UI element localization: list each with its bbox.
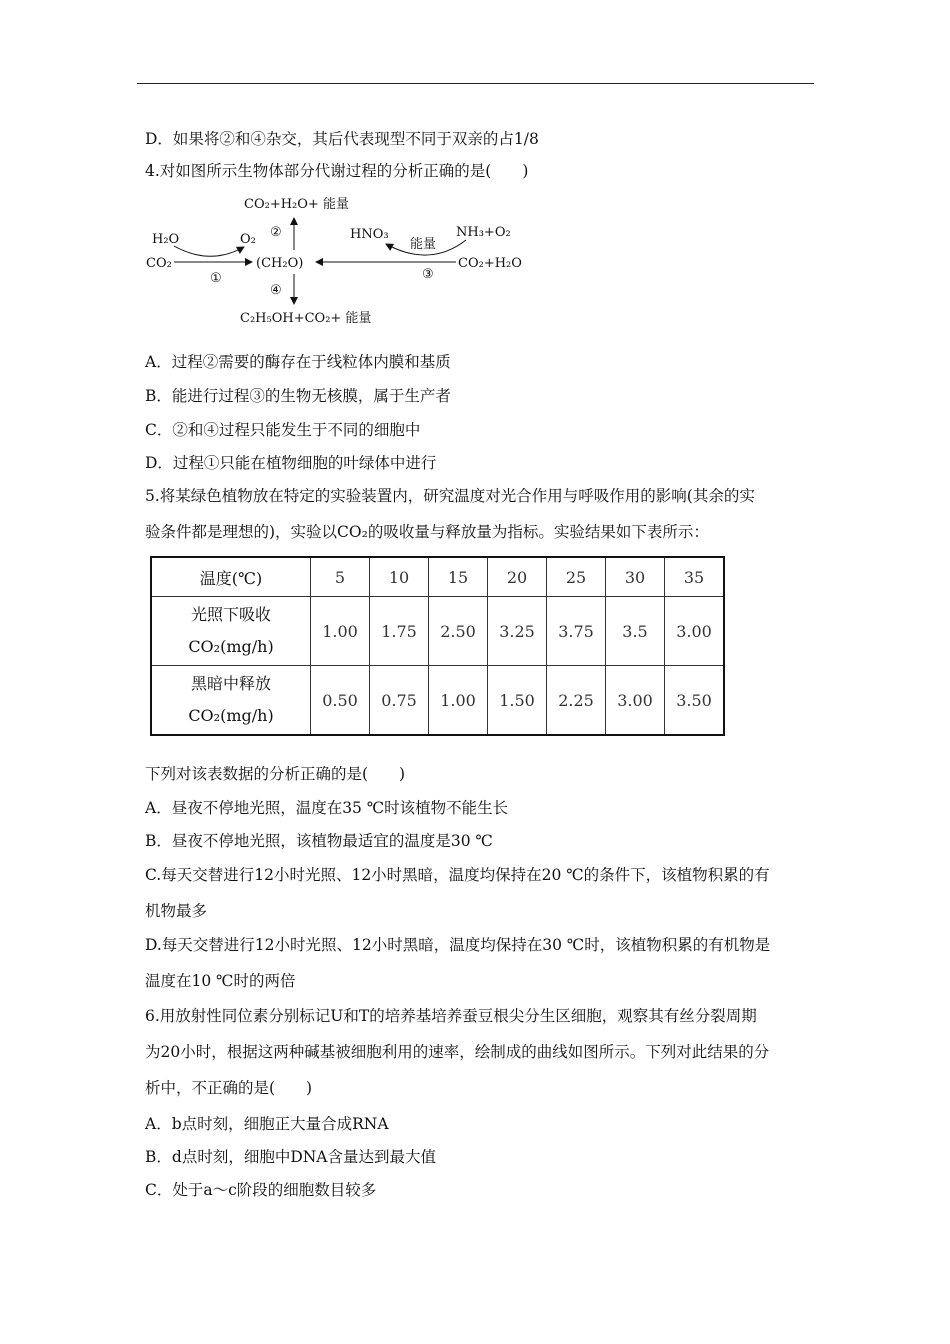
question-6-stem-line-1: 6.用放射性同位素分别标记U和T的培养基培养蚕豆根尖分生区细胞，观察其有丝分裂周期 — [145, 1007, 757, 1025]
question-4-option-b: B．能进行过程③的生物无核膜，属于生产者 — [145, 387, 451, 405]
temp-cell: 15 — [429, 557, 488, 597]
table-cell: 1.50 — [488, 666, 547, 736]
table-header-row — [151, 557, 724, 597]
question-5-question: 下列对该表数据的分析正确的是( ) — [145, 765, 406, 783]
question-5-option-a: A．昼夜不停地光照，温度在35 ℃时该植物不能生长 — [145, 799, 509, 817]
question-4-option-c: C．②和④过程只能发生于不同的细胞中 — [145, 421, 421, 439]
table-cell: 3.25 — [488, 597, 547, 666]
header-rule — [137, 83, 814, 84]
temp-cell: 30 — [606, 557, 665, 597]
question-6-option-c: C．处于a～c阶段的细胞数目较多 — [145, 1181, 377, 1199]
dark-release-label — [151, 666, 311, 736]
temp-cell: 25 — [547, 557, 606, 597]
metabolism-diagram — [140, 190, 540, 330]
question-5-option-d-line-1: D.每天交替进行12小时光照、12小时黑暗，温度均保持在30 ℃时，该植物积累的有机物是 — [145, 936, 771, 954]
table-cell: 2.50 — [429, 597, 488, 666]
light-absorption-label-line-1: 光照下吸收 — [190, 605, 271, 624]
table-cell: 1.75 — [370, 597, 429, 666]
temp-cell: 35 — [665, 557, 725, 597]
question-5-option-d-line-2: 温度在10 ℃时的两倍 — [145, 972, 296, 990]
table-cell: 3.00 — [665, 597, 725, 666]
hno3-label: HNO₃ — [350, 227, 389, 242]
temperature-header: 温度(℃) — [151, 557, 311, 597]
question-4-stem: 4.对如图所示生物体部分代谢过程的分析正确的是( ) — [145, 162, 529, 180]
co2-h2o-label: CO₂+H₂O — [458, 256, 522, 271]
question-6-option-b: B．d点时刻，细胞中DNA含量达到最大值 — [145, 1148, 436, 1166]
co2-data-table — [150, 556, 725, 736]
table-cell: 2.25 — [547, 666, 606, 736]
dark-release-row — [151, 666, 724, 736]
question-5-stem-line-1: 5.将某绿色植物放在特定的实验装置内，研究温度对光合作用与呼吸作用的影响(其余的实 — [145, 487, 755, 505]
question-4-option-a: A．过程②需要的酶存在于线粒体内膜和基质 — [145, 353, 451, 371]
process-1-label: ① — [210, 271, 222, 286]
question-5-option-c-line-2: 机物最多 — [145, 902, 208, 920]
ch2o-label: (CH₂O) — [256, 256, 304, 271]
question-3-option-d: D．如果将②和④杂交，其后代表现型不同于双亲的占1/8 — [145, 130, 539, 148]
temp-cell: 10 — [370, 557, 429, 597]
question-5-stem-line-2: 验条件都是理想的)，实验以CO₂的吸收量与释放量为指标。实验结果如下表所示： — [145, 523, 709, 541]
table-cell: 0.50 — [311, 666, 370, 736]
water-to-oxygen-arrow — [174, 246, 244, 256]
table-cell: 3.50 — [665, 666, 725, 736]
question-4-option-d: D．过程①只能在植物细胞的叶绿体中进行 — [145, 454, 437, 472]
temp-cell: 20 — [488, 557, 547, 597]
light-absorption-label-line-2: CO₂(mg/h) — [188, 637, 274, 656]
question-5-option-c-line-1: C.每天交替进行12小时光照、12小时黑暗，温度均保持在20 ℃的条件下，该植物积累的有 — [145, 866, 770, 884]
light-absorption-label — [151, 597, 311, 666]
question-5-option-b: B．昼夜不停地光照，该植物最适宜的温度是30 ℃ — [145, 832, 493, 850]
co2-label: CO₂ — [146, 256, 172, 271]
light-absorption-row — [151, 597, 724, 666]
o2-label: O₂ — [240, 232, 256, 247]
table-cell: 3.75 — [547, 597, 606, 666]
table-cell: 0.75 — [370, 666, 429, 736]
question-6-option-a: A．b点时刻，细胞正大量合成RNA — [145, 1115, 389, 1133]
dark-release-label-line-2: CO₂(mg/h) — [188, 706, 274, 725]
process-3-label: ③ — [422, 267, 434, 282]
process-2-label: ② — [270, 225, 282, 240]
dark-release-label-line-1: 黑暗中释放 — [190, 674, 271, 693]
energy-label: 能量 — [410, 237, 437, 252]
bottom-product-label: C₂H₅OH+CO₂+ 能量 — [240, 311, 372, 326]
question-6-stem-line-2: 为20小时，根据这两种碱基被细胞利用的速率，绘制成的曲线如图所示。下列对此结果的分 — [145, 1043, 770, 1061]
nh3-o2-label: NH₃+O₂ — [456, 225, 511, 240]
table-cell: 1.00 — [311, 597, 370, 666]
h2o-label: H₂O — [152, 232, 180, 247]
top-product-label: CO₂+H₂O+ 能量 — [244, 197, 349, 212]
table-cell: 3.5 — [606, 597, 665, 666]
process-4-label: ④ — [270, 283, 282, 298]
table-cell: 1.00 — [429, 666, 488, 736]
table-cell: 3.00 — [606, 666, 665, 736]
temp-cell: 5 — [311, 557, 370, 597]
question-6-stem-line-3: 析中，不正确的是( ) — [145, 1079, 313, 1097]
